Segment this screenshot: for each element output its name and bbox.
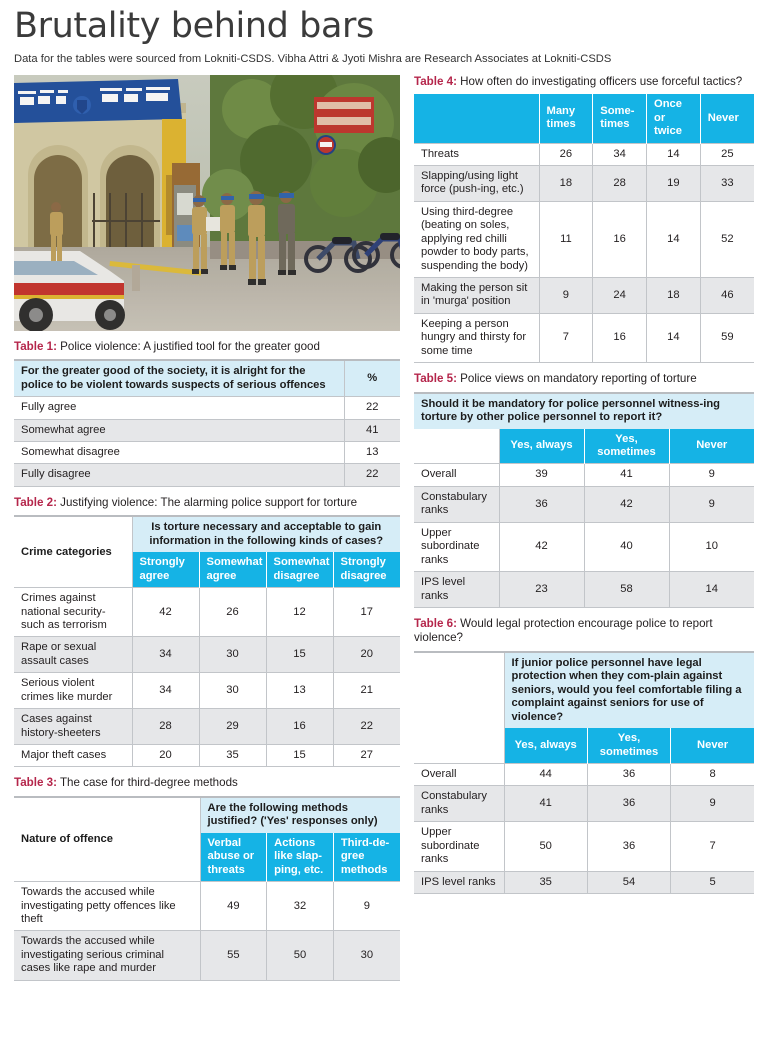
table-5-row-1-v2: 9 [669,486,754,522]
table-row [414,871,754,893]
table-5-row-0-v2: 9 [669,464,754,486]
table-2-row-0-v0: 42 [132,588,199,637]
table-4-row-4-v2: 14 [647,313,701,362]
table-4-row-4-v1: 16 [593,313,647,362]
table-5-column-header-row [414,429,754,464]
table-4-row-3-v2: 18 [647,278,701,314]
table-2-row-0-v2: 12 [266,588,333,637]
table-2-col-0: Strongly agree [132,552,199,587]
table-row [14,637,400,673]
table-1-row-0-label: Fully agree [14,397,344,419]
table-4-col-3: Never [700,94,754,143]
table-3-body [14,882,400,981]
table-2-row-0-label: Crimes against national security-such as terrorism [14,588,132,637]
table-6-col-1: Yes, sometimes [587,728,670,763]
table-1-percent-header: % [344,360,400,396]
table-row [14,588,400,637]
table-3-row-0-v1: 32 [267,882,334,931]
table-3-row-0-v0: 49 [200,882,267,931]
table-row [414,143,754,165]
table-3-col-0: Verbal abuse or threats [200,833,267,882]
masthead [14,0,754,66]
table-3-row-1-label: Towards the accused while investigating serious criminal cases like rape and murder [14,931,200,980]
table-4-row-0-label: Threats [414,143,539,165]
table-4 [414,94,754,363]
table-row [414,486,754,522]
table-5-row-0-v1: 41 [584,464,669,486]
table-5-row-3-v0: 23 [499,572,584,608]
table-4-label: Table 4: [414,74,457,88]
table-5-row-3-v1: 58 [584,572,669,608]
table-2-row-1-label: Rape or sexual assault cases [14,637,132,673]
table-4-row-4-label: Keeping a person hungry and thirsty for some time [414,313,539,362]
table-3-label: Table 3: [14,776,57,790]
table-4-row-1-label: Slapping/using light force (push-ing, etc.) [414,165,539,201]
right-column [414,75,754,894]
table-4-row-0-v3: 25 [700,143,754,165]
table-6-row-3-v2: 5 [671,871,754,893]
table-row [14,745,400,767]
table-6-row-2-v2: 7 [671,822,754,871]
table-2-caption-text: Justifying violence: The alarming police support for torture [56,495,358,509]
table-row [414,572,754,608]
table-4-row-3-label: Making the person sit in 'murga' position [414,278,539,314]
table-2-label: Table 2: [14,495,57,509]
table-4-row-3-v1: 24 [593,278,647,314]
table-6-group-header: If junior police personnel have legal protection when they com-plain against seniors, would you feel comfortable filing a complaint against seniors for use of violence? [504,652,754,728]
table-6-label: Table 6: [414,616,457,630]
table-2-row-3-label: Cases against history-sheeters [14,709,132,745]
table-3-group-header: Are the following methods justified? ('Yes' responses only) [200,797,400,833]
table-4-head [414,94,754,143]
table-2-group-header: Is torture necessary and acceptable to gain information in the following kinds of cases? [132,516,400,552]
table-6-row-3-v0: 35 [504,871,587,893]
table-5-col-0: Yes, always [499,429,584,464]
police-station-photo [14,75,400,331]
table-3-col-2: Third-de-gree methods [333,833,400,882]
table-3-col-1: Actions like slap-ping, etc. [267,833,334,882]
table-1-row-1-value: 41 [344,419,400,441]
table-6-row-0-v0: 44 [504,764,587,786]
table-6-row-0-v1: 36 [587,764,670,786]
table-4-row-2-v0: 11 [539,201,593,277]
table-4-row-4-v0: 7 [539,313,593,362]
table-row [414,522,754,571]
table-5-row-0-v0: 39 [499,464,584,486]
table-4-row-1-v1: 28 [593,165,647,201]
table-3-row-1-v2: 30 [333,931,400,980]
table-3-row-0-label: Towards the accused while investigating petty offences like theft [14,882,200,931]
table-6-row-3-label: IPS level ranks [414,871,504,893]
table-6-row-2-v1: 36 [587,822,670,871]
table-2-row-2-v1: 30 [199,673,266,709]
table-1 [14,359,400,487]
table-5-caption-text: Police views on mandatory reporting of torture [456,372,697,386]
table-6 [414,651,754,894]
table-5-row-3-v2: 14 [669,572,754,608]
standfirst-credit: Data for the tables were sourced from Lokniti-CSDS. Vibha Attri & Jyoti Mishra are Research Associates at Lokniti-CSDS [14,52,612,65]
table-1-row-0-value: 22 [344,397,400,419]
table-4-row-1-v0: 18 [539,165,593,201]
table-2-body [14,588,400,767]
table-6-row-2-v0: 50 [504,822,587,871]
table-5-row-1-label: Constabulary ranks [414,486,499,522]
table-6-row-3-v1: 54 [587,871,670,893]
table-row [14,931,400,980]
table-5-row-header [414,429,499,464]
table-5-row-2-v2: 10 [669,522,754,571]
table-2-row-2-v3: 21 [333,673,400,709]
table-4-header-row [414,94,754,143]
table-4-row-0-v2: 14 [647,143,701,165]
table-row [14,397,400,419]
table-2-col-3: Strongly disagree [333,552,400,587]
table-2-row-3-v2: 16 [266,709,333,745]
table-row [14,709,400,745]
table-5-group-header: Should it be mandatory for police personnel witness-ing torture by other police personnel to report it? [414,393,754,429]
page-title: Brutality behind bars [14,6,374,46]
table-4-caption-text: How often do investigating officers use forceful tactics? [456,74,743,88]
table-4-row-3-v3: 46 [700,278,754,314]
table-3-row-1-v0: 55 [200,931,267,980]
left-column [14,75,400,981]
table-1-body [14,397,400,487]
table-4-row-1-v3: 33 [700,165,754,201]
table-row [414,786,754,822]
table-row [414,165,754,201]
table-2-row-2-v2: 13 [266,673,333,709]
table-5-row-2-v1: 40 [584,522,669,571]
table-5-body [414,464,754,608]
table-5-row-1-v1: 42 [584,486,669,522]
table-6-row-0-label: Overall [414,764,504,786]
table-3-caption [14,776,400,790]
table-2-row-3-v3: 22 [333,709,400,745]
table-2-row-header: Crime categories [14,516,132,587]
table-5-row-2-v0: 42 [499,522,584,571]
table-2-row-0-v3: 17 [333,588,400,637]
table-1-caption [14,340,400,354]
table-3 [14,796,400,981]
table-3-row-0-v2: 9 [333,882,400,931]
table-4-row-4-v3: 59 [700,313,754,362]
table-2-row-1-v0: 34 [132,637,199,673]
table-5-label: Table 5: [414,372,457,386]
body-columns [14,75,754,981]
table-6-row-1-v1: 36 [587,786,670,822]
table-6-col-0: Yes, always [504,728,587,763]
table-1-caption-text: Police violence: A justified tool for the greater good [56,339,320,353]
table-5-row-2-label: Upper subordinate ranks [414,522,499,571]
table-6-head [414,652,754,764]
table-2-col-2: Somewhat disagree [266,552,333,587]
table-2-row-1-v1: 30 [199,637,266,673]
table-6-row-1-v2: 9 [671,786,754,822]
table-6-caption-text: Would legal protection encourage police to report violence? [414,616,713,645]
table-6-caption [414,617,754,646]
table-4-body [414,143,754,363]
table-row [14,673,400,709]
table-4-col-2: Once or twice [647,94,701,143]
table-6-row-2-label: Upper subordinate ranks [414,822,504,871]
table-row [414,313,754,362]
table-5 [414,392,754,608]
table-row [414,464,754,486]
table-2-row-2-v0: 34 [132,673,199,709]
table-2-row-4-label: Major theft cases [14,745,132,767]
table-4-col-1: Some-times [593,94,647,143]
table-3-row-1-v1: 50 [267,931,334,980]
table-row [414,278,754,314]
table-row [14,882,400,931]
table-4-row-1-v2: 19 [647,165,701,201]
table-3-row-header: Nature of offence [14,797,200,882]
table-2-row-3-v0: 28 [132,709,199,745]
table-2-row-2-label: Serious violent crimes like murder [14,673,132,709]
table-6-row-1-label: Constabulary ranks [414,786,504,822]
table-4-row-2-v1: 16 [593,201,647,277]
table-2-group-header-row [14,516,400,552]
table-5-head [414,393,754,464]
table-1-row-2-label: Somewhat disagree [14,441,344,463]
table-6-col-2: Never [671,728,754,763]
table-2-row-3-v1: 29 [199,709,266,745]
table-6-row-header [414,652,504,764]
table-4-row-2-v2: 14 [647,201,701,277]
table-1-header-row [14,360,400,396]
table-2-row-4-v3: 27 [333,745,400,767]
table-4-row-2-label: Using third-degree (beating on soles, applying red chilli powder to body parts, suspending the body) [414,201,539,277]
table-1-row-3-value: 22 [344,464,400,486]
table-2-row-4-v1: 35 [199,745,266,767]
table-2-caption [14,496,400,510]
table-row [14,419,400,441]
table-3-head [14,797,400,882]
table-2-row-4-v0: 20 [132,745,199,767]
table-row [14,441,400,463]
table-4-row-header [414,94,539,143]
table-2-col-1: Somewhat agree [199,552,266,587]
table-2-row-1-v2: 15 [266,637,333,673]
table-3-caption-text: The case for third-degree methods [56,776,238,790]
table-5-col-1: Yes, sometimes [584,429,669,464]
table-2-row-1-v3: 20 [333,637,400,673]
table-row [14,464,400,486]
table-4-row-0-v0: 26 [539,143,593,165]
table-5-row-0-label: Overall [414,464,499,486]
table-row [414,201,754,277]
table-1-question-header: For the greater good of the society, it is alright for the police to be violent towards suspects of serious offences [14,360,344,396]
table-4-row-0-v1: 34 [593,143,647,165]
table-6-row-0-v2: 8 [671,764,754,786]
table-5-group-header-row [414,393,754,429]
table-2-row-4-v2: 15 [266,745,333,767]
table-5-caption [414,372,754,386]
table-row [414,822,754,871]
table-row [414,764,754,786]
table-4-row-2-v3: 52 [700,201,754,277]
table-2-row-0-v1: 26 [199,588,266,637]
table-2 [14,515,400,767]
table-4-col-0: Many times [539,94,593,143]
table-1-head [14,360,400,396]
table-5-row-1-v0: 36 [499,486,584,522]
table-5-col-2: Never [669,429,754,464]
photo-illustration [14,75,400,331]
table-6-row-1-v0: 41 [504,786,587,822]
table-1-row-3-label: Fully disagree [14,464,344,486]
table-1-row-2-value: 13 [344,441,400,463]
table-1-row-1-label: Somewhat agree [14,419,344,441]
table-1-label: Table 1: [14,339,57,353]
table-4-row-3-v0: 9 [539,278,593,314]
table-4-caption [414,75,754,89]
table-6-body [414,764,754,894]
table-5-row-3-label: IPS level ranks [414,572,499,608]
table-2-head [14,516,400,587]
table-6-group-header-row [414,652,754,728]
table-3-group-header-row [14,797,400,833]
